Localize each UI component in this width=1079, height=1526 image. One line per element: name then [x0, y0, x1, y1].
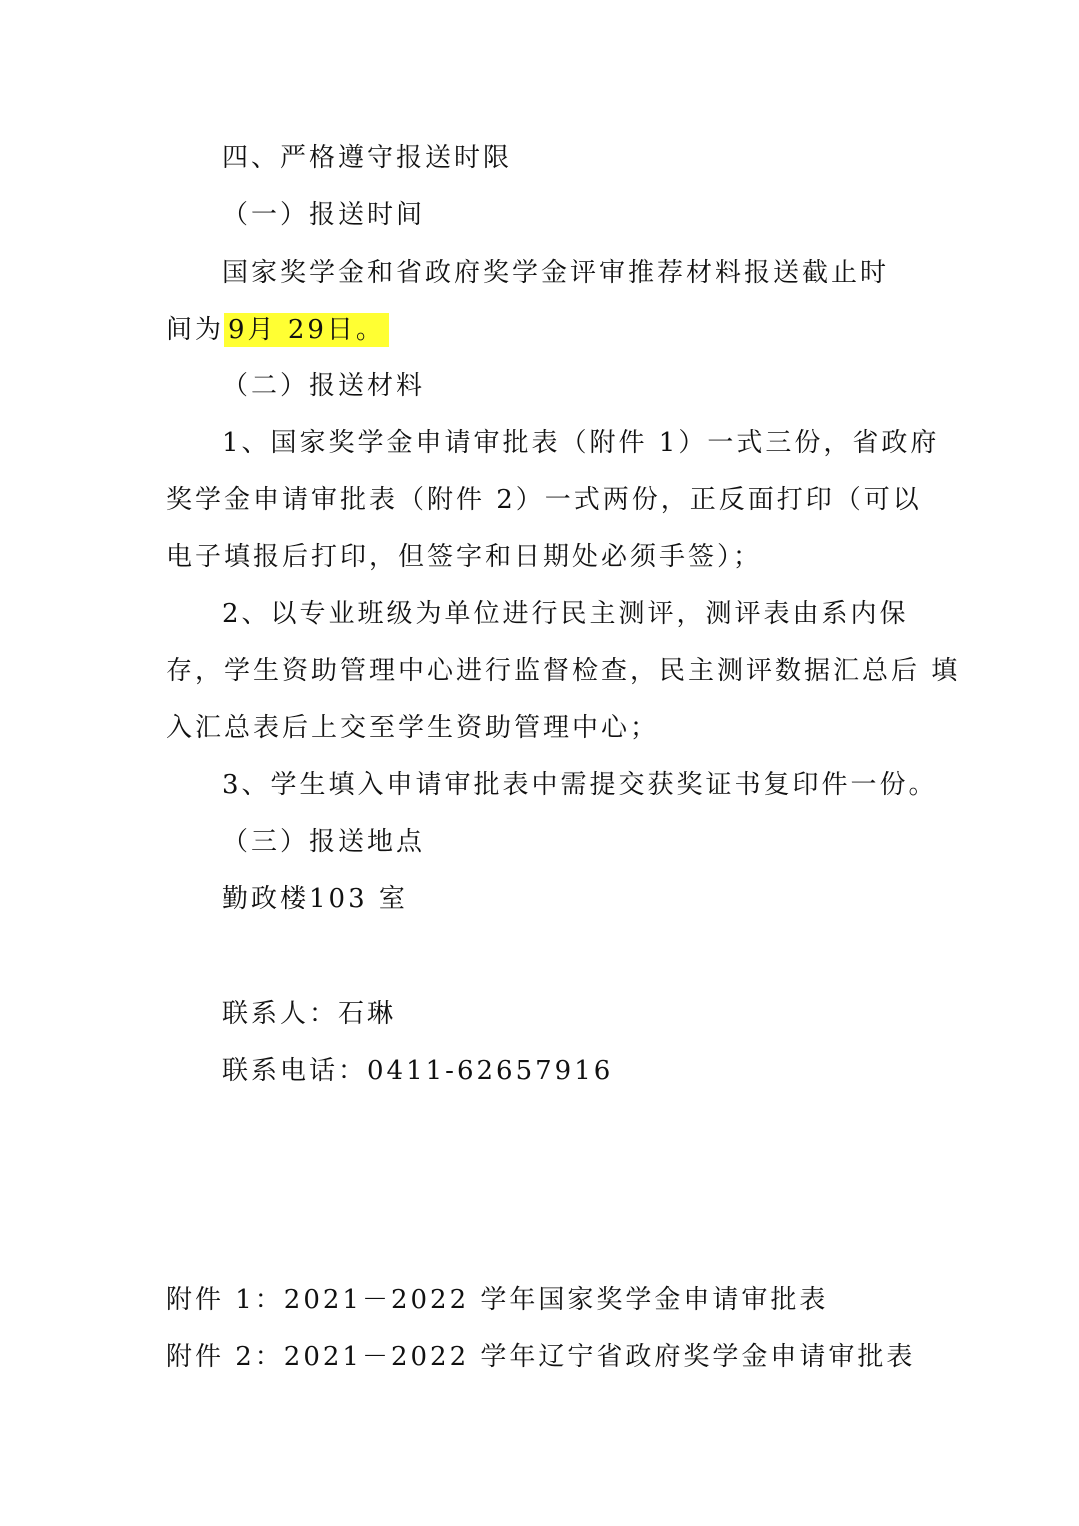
materials-item2-line2: 存，学生资助管理中心进行监督检查，民主测评数据汇总后 填: [166, 656, 961, 686]
attachment-1: 附件 1：2021－2022 学年国家奖学金申请审批表: [166, 1285, 829, 1315]
materials-item1-line1: 1、国家奖学金申请审批表（附件 1）一式三份，省政府: [222, 428, 940, 458]
materials-item1-line3: 电子填报后打印，但签字和日期处必须手签）；: [166, 542, 763, 572]
contact-phone: 联系电话：0411-62657916: [222, 1056, 614, 1086]
deadline-text-line1: 国家奖学金和省政府奖学金评审推荐材料报送截止时: [222, 258, 890, 288]
subheading-location: （三）报送地点: [222, 827, 426, 857]
materials-item2-line1: 2、以专业班级为单位进行民主测评，测评表由系内保: [222, 599, 909, 629]
attachment-2: 附件 2：2021－2022 学年辽宁省政府奖学金申请审批表: [166, 1342, 916, 1372]
materials-item2-line3: 入汇总表后上交至学生资助管理中心；: [166, 713, 660, 743]
subheading-time: （一）报送时间: [222, 200, 426, 230]
deadline-prefix: 间为: [166, 315, 225, 345]
materials-item3: 3、学生填入申请审批表中需提交获奖证书复印件一份。: [222, 770, 938, 800]
section-heading: 四、严格遵守报送时限: [222, 143, 513, 173]
subheading-materials: （二）报送材料: [222, 371, 426, 401]
contact-person: 联系人：石琳: [222, 999, 397, 1029]
location-text: 勤政楼103 室: [222, 884, 408, 914]
deadline-date-highlight: 9月 29日。: [224, 313, 389, 347]
materials-item1-line2: 奖学金申请审批表（附件 2）一式两份，正反面打印（可以: [166, 485, 922, 515]
deadline-text-line2: [166, 310, 389, 350]
